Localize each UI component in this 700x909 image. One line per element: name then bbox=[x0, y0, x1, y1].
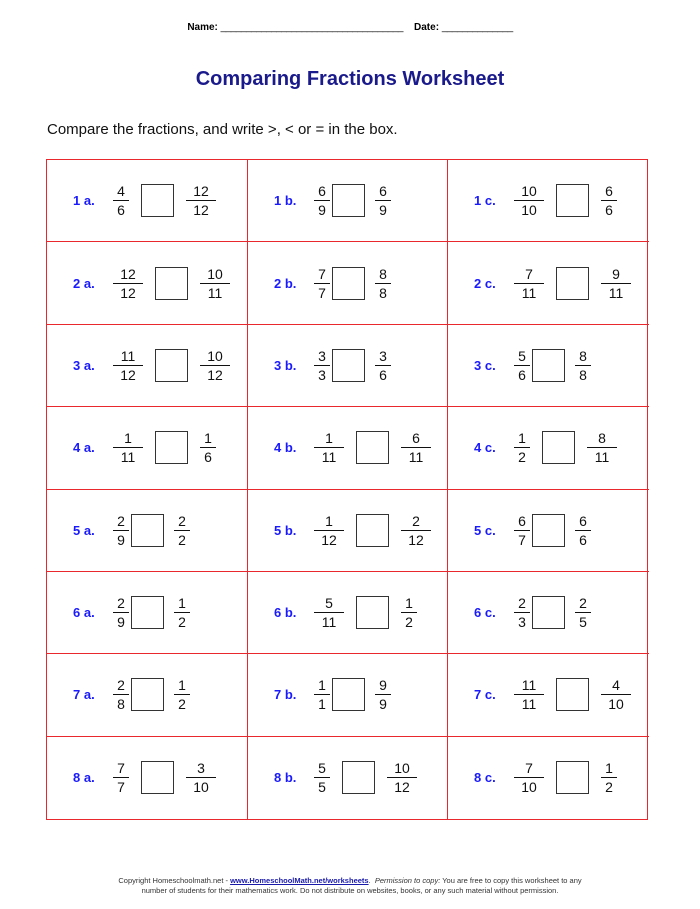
problem-label: 2 b. bbox=[274, 275, 297, 291]
name-label: Name: bbox=[187, 22, 218, 33]
right-fraction bbox=[174, 595, 190, 630]
problem-label: 2 c. bbox=[474, 275, 496, 291]
problem-cell bbox=[448, 490, 649, 572]
numerator: 2 bbox=[174, 513, 190, 531]
left-fraction bbox=[514, 595, 530, 630]
left-fraction bbox=[113, 266, 143, 301]
problem-cell bbox=[248, 654, 448, 736]
date-label: Date: bbox=[414, 22, 440, 33]
denominator: 10 bbox=[521, 202, 537, 219]
numerator: 8 bbox=[575, 348, 591, 366]
numerator: 12 bbox=[113, 266, 143, 284]
numerator: 4 bbox=[113, 183, 129, 201]
answer-box[interactable] bbox=[532, 514, 565, 547]
problem-label: 7 b. bbox=[274, 687, 297, 703]
right-fraction bbox=[575, 348, 591, 383]
problem-label: 5 a. bbox=[73, 522, 95, 538]
denominator: 2 bbox=[178, 614, 186, 631]
denominator: 11 bbox=[521, 284, 537, 301]
numerator: 2 bbox=[113, 513, 129, 531]
answer-box[interactable] bbox=[131, 678, 164, 711]
numerator: 1 bbox=[200, 430, 216, 448]
left-fraction bbox=[314, 266, 330, 301]
problem-cell bbox=[47, 572, 248, 654]
problem-label: 4 a. bbox=[73, 440, 95, 456]
right-fraction bbox=[575, 595, 591, 630]
denominator: 10 bbox=[521, 779, 537, 796]
left-fraction bbox=[314, 430, 344, 465]
denominator: 12 bbox=[193, 202, 209, 219]
left-fraction bbox=[113, 595, 129, 630]
numerator: 5 bbox=[314, 760, 330, 778]
problem-cell bbox=[47, 490, 248, 572]
denominator: 3 bbox=[518, 614, 526, 631]
problem-cell bbox=[47, 654, 248, 736]
left-fraction bbox=[514, 348, 530, 383]
denominator: 12 bbox=[120, 284, 136, 301]
problem-cell bbox=[448, 654, 649, 736]
problem-cell bbox=[47, 160, 248, 242]
numerator: 6 bbox=[514, 513, 530, 531]
denominator: 5 bbox=[579, 614, 587, 631]
numerator: 1 bbox=[314, 677, 330, 695]
problem-label: 8 a. bbox=[73, 770, 95, 786]
numerator: 1 bbox=[401, 595, 417, 613]
problem-cell bbox=[448, 325, 649, 407]
right-fraction bbox=[375, 677, 391, 712]
numerator: 8 bbox=[587, 430, 617, 448]
footer: Copyright Homeschoolmath.net - www.HomeschoolMath.net/worksheets. Permission to copy: You are free to copy this worksheet to any number of students for their mathematics work. Do not distribute on websites, books, or any such material without permission. bbox=[0, 876, 700, 896]
answer-box[interactable] bbox=[542, 431, 575, 464]
numerator: 6 bbox=[375, 183, 391, 201]
numerator: 10 bbox=[514, 183, 544, 201]
numerator: 12 bbox=[186, 183, 216, 201]
problem-cell bbox=[448, 160, 649, 242]
answer-box[interactable] bbox=[356, 431, 389, 464]
problem-label: 5 b. bbox=[274, 522, 297, 538]
denominator: 7 bbox=[518, 531, 526, 548]
answer-box[interactable] bbox=[556, 761, 589, 794]
denominator: 12 bbox=[394, 779, 410, 796]
answer-box[interactable] bbox=[131, 514, 164, 547]
numerator: 1 bbox=[113, 430, 143, 448]
answer-box[interactable] bbox=[155, 267, 188, 300]
answer-box[interactable] bbox=[532, 349, 565, 382]
problem-label: 2 a. bbox=[73, 275, 95, 291]
numerator: 9 bbox=[601, 266, 631, 284]
permission-label: Permission to copy: bbox=[374, 876, 441, 885]
numerator: 1 bbox=[174, 595, 190, 613]
answer-box[interactable] bbox=[141, 184, 174, 217]
left-fraction bbox=[514, 760, 544, 795]
numerator: 7 bbox=[314, 266, 330, 284]
problem-label: 8 b. bbox=[274, 770, 297, 786]
right-fraction bbox=[375, 183, 391, 218]
numerator: 6 bbox=[575, 513, 591, 531]
left-fraction bbox=[113, 430, 143, 465]
permission-text: You are free to copy this worksheet to any bbox=[440, 876, 582, 885]
problem-cell bbox=[248, 490, 448, 572]
answer-box[interactable] bbox=[356, 596, 389, 629]
denominator: 6 bbox=[379, 366, 387, 383]
left-fraction bbox=[113, 760, 129, 795]
problem-cell bbox=[248, 737, 448, 819]
problem-cell bbox=[448, 572, 649, 654]
denominator: 7 bbox=[318, 284, 326, 301]
left-fraction bbox=[314, 595, 344, 630]
denominator: 11 bbox=[207, 284, 223, 301]
problem-cell bbox=[47, 737, 248, 819]
problem-cell bbox=[248, 407, 448, 489]
denominator: 11 bbox=[408, 449, 424, 466]
answer-box[interactable] bbox=[155, 349, 188, 382]
answer-box[interactable] bbox=[155, 431, 188, 464]
right-fraction bbox=[387, 760, 417, 795]
answer-box[interactable] bbox=[332, 349, 365, 382]
numerator: 1 bbox=[174, 677, 190, 695]
denominator: 3 bbox=[318, 366, 326, 383]
denominator: 5 bbox=[318, 779, 326, 796]
denominator: 7 bbox=[117, 779, 125, 796]
problem-cell bbox=[47, 325, 248, 407]
left-fraction bbox=[514, 266, 544, 301]
denominator: 6 bbox=[204, 449, 212, 466]
problem-label: 7 a. bbox=[73, 687, 95, 703]
problem-cell bbox=[248, 242, 448, 324]
numerator: 6 bbox=[314, 183, 330, 201]
problem-label: 1 c. bbox=[474, 193, 496, 209]
numerator: 2 bbox=[113, 595, 129, 613]
denominator: 12 bbox=[120, 366, 136, 383]
problem-cell bbox=[448, 737, 649, 819]
problem-label: 4 c. bbox=[474, 440, 496, 456]
right-fraction bbox=[601, 760, 617, 795]
right-fraction bbox=[601, 266, 631, 301]
denominator: 11 bbox=[521, 696, 537, 713]
left-fraction bbox=[514, 677, 544, 712]
problem-label: 6 b. bbox=[274, 605, 297, 621]
problem-cell bbox=[248, 160, 448, 242]
instructions: Compare the fractions, and write >, < or = in the box. bbox=[47, 121, 398, 138]
denominator: 12 bbox=[207, 366, 223, 383]
numerator: 11 bbox=[113, 348, 143, 366]
right-fraction bbox=[174, 677, 190, 712]
denominator: 6 bbox=[518, 366, 526, 383]
denominator: 9 bbox=[379, 202, 387, 219]
denominator: 11 bbox=[608, 284, 624, 301]
left-fraction bbox=[514, 513, 530, 548]
numerator: 5 bbox=[314, 595, 344, 613]
left-fraction bbox=[113, 348, 143, 383]
left-fraction bbox=[113, 677, 129, 712]
left-fraction bbox=[514, 430, 530, 465]
problem-label: 1 b. bbox=[274, 193, 297, 209]
right-fraction bbox=[401, 513, 431, 548]
left-fraction bbox=[113, 513, 129, 548]
problem-cell bbox=[248, 325, 448, 407]
problem-label: 6 c. bbox=[474, 605, 496, 621]
numerator: 3 bbox=[375, 348, 391, 366]
denominator: 1 bbox=[318, 696, 326, 713]
answer-box[interactable] bbox=[556, 267, 589, 300]
denominator: 9 bbox=[318, 202, 326, 219]
copyright-text: Copyright Homeschoolmath.net - bbox=[118, 876, 231, 885]
problem-label: 1 a. bbox=[73, 193, 95, 209]
denominator: 10 bbox=[608, 696, 624, 713]
problem-label: 4 b. bbox=[274, 440, 297, 456]
right-fraction bbox=[375, 348, 391, 383]
numerator: 11 bbox=[514, 677, 544, 695]
left-fraction bbox=[314, 760, 330, 795]
problem-label: 3 a. bbox=[73, 357, 95, 373]
left-fraction bbox=[113, 183, 129, 218]
denominator: 6 bbox=[117, 202, 125, 219]
numerator: 1 bbox=[601, 760, 617, 778]
problem-label: 6 a. bbox=[73, 605, 95, 621]
denominator: 2 bbox=[178, 531, 186, 548]
denominator: 12 bbox=[408, 531, 424, 548]
problem-label: 3 b. bbox=[274, 357, 297, 373]
denominator: 2 bbox=[405, 614, 413, 631]
denominator: 11 bbox=[594, 449, 610, 466]
left-fraction bbox=[314, 348, 330, 383]
denominator: 8 bbox=[379, 284, 387, 301]
numerator: 4 bbox=[601, 677, 631, 695]
problem-label: 8 c. bbox=[474, 770, 496, 786]
problem-grid bbox=[46, 159, 648, 820]
left-fraction bbox=[314, 183, 330, 218]
problem-label: 5 c. bbox=[474, 522, 496, 538]
numerator: 8 bbox=[375, 266, 391, 284]
numerator: 2 bbox=[401, 513, 431, 531]
numerator: 3 bbox=[186, 760, 216, 778]
answer-box[interactable] bbox=[131, 596, 164, 629]
right-fraction bbox=[401, 430, 431, 465]
permission-text-line2: number of students for their mathematics work. Do not distribute on websites, books, or any such material without permission. bbox=[141, 886, 559, 895]
right-fraction bbox=[601, 677, 631, 712]
numerator: 10 bbox=[387, 760, 417, 778]
denominator: 9 bbox=[117, 614, 125, 631]
answer-box[interactable] bbox=[356, 514, 389, 547]
denominator: 6 bbox=[605, 202, 613, 219]
answer-box[interactable] bbox=[556, 678, 589, 711]
problem-cell bbox=[47, 407, 248, 489]
problem-label: 3 c. bbox=[474, 357, 496, 373]
numerator: 2 bbox=[113, 677, 129, 695]
numerator: 6 bbox=[601, 183, 617, 201]
right-fraction bbox=[174, 513, 190, 548]
numerator: 7 bbox=[514, 266, 544, 284]
worksheet-title: Comparing Fractions Worksheet bbox=[195, 68, 505, 90]
numerator: 1 bbox=[314, 513, 344, 531]
left-fraction bbox=[514, 183, 544, 218]
numerator: 7 bbox=[113, 760, 129, 778]
denominator: 11 bbox=[120, 449, 136, 466]
problem-cell bbox=[47, 242, 248, 324]
numerator: 2 bbox=[575, 595, 591, 613]
answer-box[interactable] bbox=[141, 761, 174, 794]
numerator: 3 bbox=[314, 348, 330, 366]
right-fraction bbox=[401, 595, 417, 630]
date-field[interactable]: ______________ bbox=[441, 22, 513, 33]
name-date-line bbox=[0, 22, 700, 33]
answer-box[interactable] bbox=[532, 596, 565, 629]
answer-box[interactable] bbox=[342, 761, 375, 794]
problem-cell bbox=[248, 572, 448, 654]
numerator: 1 bbox=[514, 430, 530, 448]
name-field[interactable]: ____________________________________ bbox=[220, 22, 403, 33]
denominator: 9 bbox=[117, 531, 125, 548]
denominator: 9 bbox=[379, 696, 387, 713]
denominator: 2 bbox=[178, 696, 186, 713]
denominator: 2 bbox=[605, 779, 613, 796]
denominator: 6 bbox=[579, 531, 587, 548]
denominator: 2 bbox=[518, 449, 526, 466]
right-fraction bbox=[575, 513, 591, 548]
problem-cell bbox=[448, 407, 649, 489]
numerator: 5 bbox=[514, 348, 530, 366]
numerator: 1 bbox=[314, 430, 344, 448]
numerator: 6 bbox=[401, 430, 431, 448]
numerator: 2 bbox=[514, 595, 530, 613]
numerator: 10 bbox=[200, 266, 230, 284]
right-fraction bbox=[375, 266, 391, 301]
right-fraction bbox=[186, 183, 216, 218]
answer-box[interactable] bbox=[332, 267, 365, 300]
right-fraction bbox=[601, 183, 617, 218]
right-fraction bbox=[200, 266, 230, 301]
problem-label: 7 c. bbox=[474, 687, 496, 703]
denominator: 8 bbox=[117, 696, 125, 713]
denominator: 8 bbox=[579, 366, 587, 383]
answer-box[interactable] bbox=[332, 678, 365, 711]
denominator: 12 bbox=[321, 531, 337, 548]
left-fraction bbox=[314, 513, 344, 548]
answer-box[interactable] bbox=[332, 184, 365, 217]
left-fraction bbox=[314, 677, 330, 712]
numerator: 7 bbox=[514, 760, 544, 778]
worksheets-link[interactable]: www.HomeschoolMath.net/worksheets bbox=[230, 876, 369, 885]
right-fraction bbox=[587, 430, 617, 465]
right-fraction bbox=[186, 760, 216, 795]
numerator: 9 bbox=[375, 677, 391, 695]
denominator: 11 bbox=[321, 449, 337, 466]
denominator: 10 bbox=[193, 779, 209, 796]
denominator: 11 bbox=[321, 614, 337, 631]
problem-cell bbox=[448, 242, 649, 324]
answer-box[interactable] bbox=[556, 184, 589, 217]
right-fraction bbox=[200, 348, 230, 383]
right-fraction bbox=[200, 430, 216, 465]
numerator: 10 bbox=[200, 348, 230, 366]
